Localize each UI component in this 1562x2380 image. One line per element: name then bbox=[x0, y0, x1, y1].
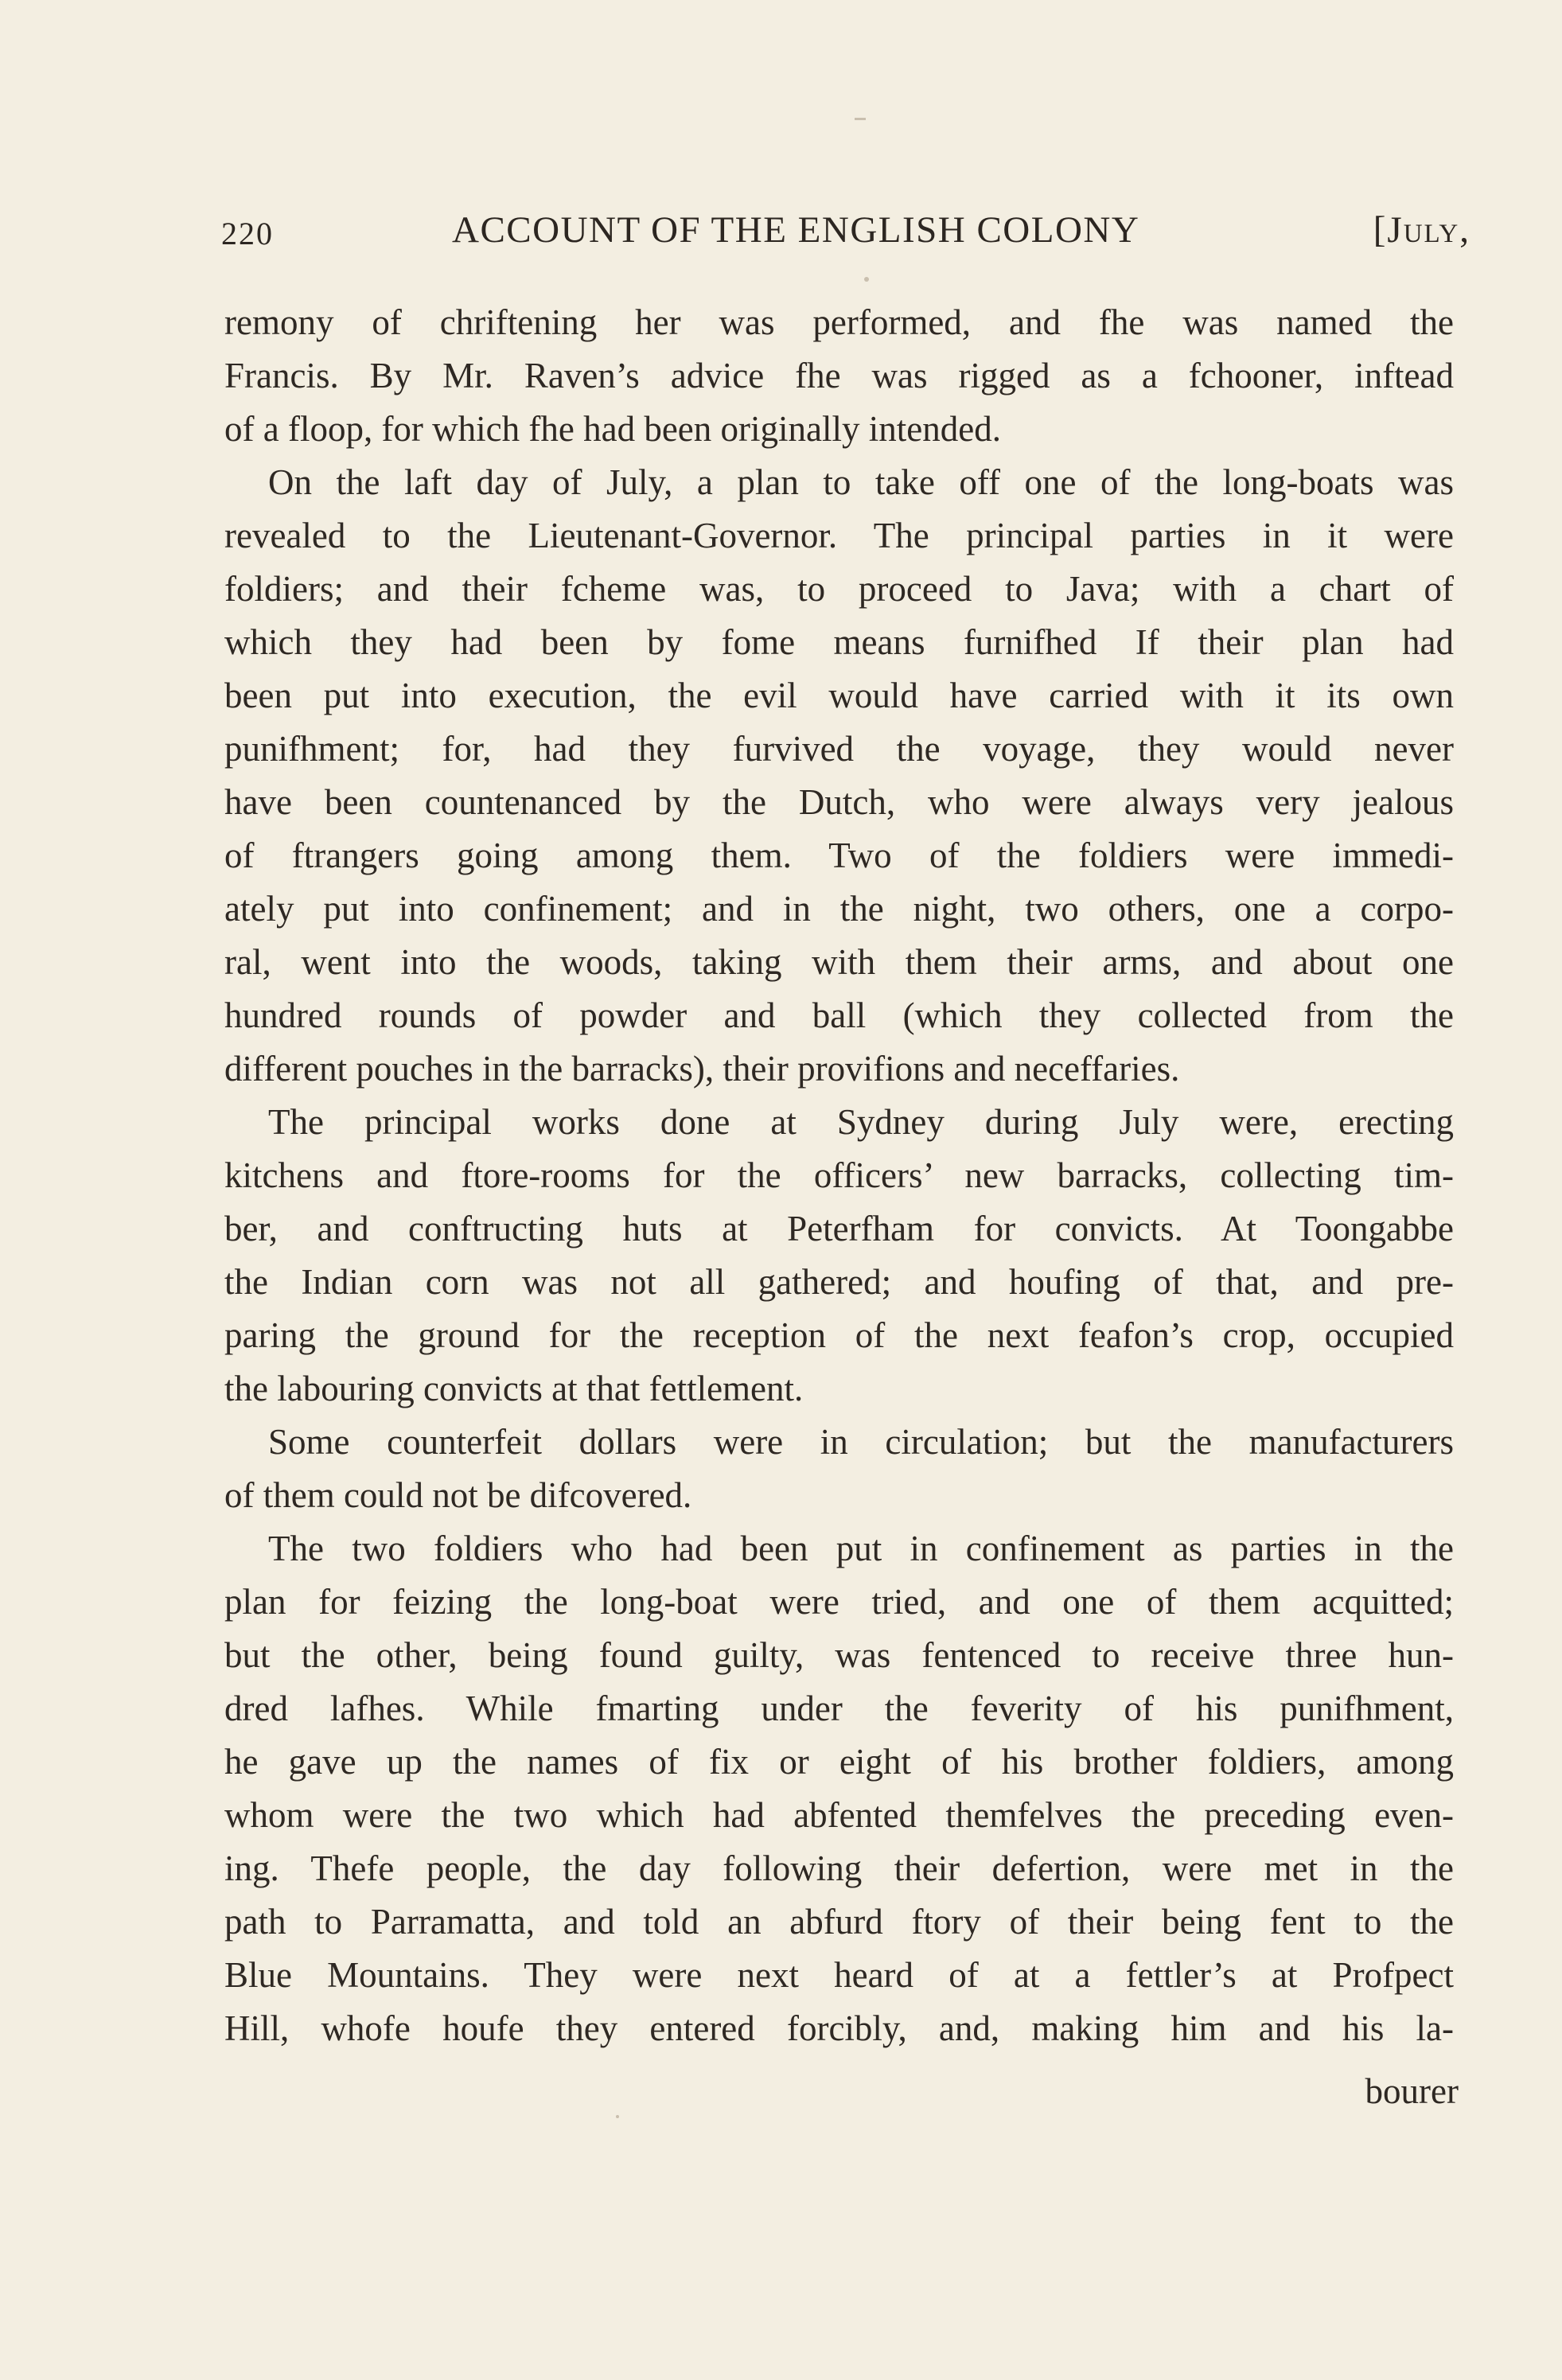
text-line: Hill, whofe houfe they entered forcibly, and, making him and his la- bbox=[224, 2008, 1454, 2048]
text-line: kitchens and ftore-rooms for the officers’ new barracks, collecting tim- bbox=[224, 1155, 1454, 1195]
text-line: path to Parramatta, and told an abfurd ftory of their being fent to the bbox=[224, 1902, 1454, 1942]
text-line: dred lafhes. While fmarting under the feverity of his punifhment, bbox=[224, 1689, 1454, 1728]
text-line: of them could not be difcovered. bbox=[224, 1475, 692, 1515]
paper-speck bbox=[616, 2115, 619, 2118]
text-line: foldiers; and their fcheme was, to proceed to Java; with a chart of bbox=[224, 569, 1454, 609]
text-line: been put into execution, the evil would have carried with it its own bbox=[224, 676, 1454, 715]
text-line: On the laft day of July, a plan to take off one of the long-boats was bbox=[268, 462, 1454, 502]
text-line: ber, and conftructing huts at Peterfham for convicts. At Toongabbe bbox=[224, 1209, 1454, 1248]
text-line: he gave up the names of fix or eight of his brother foldiers, among bbox=[224, 1742, 1454, 1782]
text-line: remony of chriftening her was performed, and fhe was named the bbox=[224, 302, 1454, 342]
body-text bbox=[224, 296, 1454, 2055]
text-line: the Indian corn was not all gathered; and houfing of that, and pre- bbox=[224, 1262, 1454, 1302]
catchword: bourer bbox=[1365, 2071, 1459, 2111]
text-line: ately put into confinement; and in the night, two others, one a corpo- bbox=[224, 889, 1454, 929]
text-line: but the other, being found guilty, was fentenced to receive three hun- bbox=[224, 1635, 1454, 1675]
text-line: of a floop, for which fhe had been originally intended. bbox=[224, 409, 1001, 449]
running-title: ACCOUNT OF THE ENGLISH COLONY bbox=[452, 209, 1140, 251]
text-line: revealed to the Lieutenant-Governor. The principal parties in it were bbox=[224, 516, 1454, 555]
text-line: of ftrangers going among them. Two of the foldiers were immedi- bbox=[224, 836, 1454, 875]
text-line: ral, went into the woods, taking with them their arms, and about one bbox=[224, 942, 1454, 982]
text-line: different pouches in the barracks), their provifions and neceffaries. bbox=[224, 1049, 1180, 1089]
text-line: plan for feizing the long-boat were tried, and one of them acquitted; bbox=[224, 1582, 1454, 1622]
text-line: hundred rounds of powder and ball (which they collected from the bbox=[224, 995, 1454, 1035]
text-line: which they had been by fome means furnifhed If their plan had bbox=[224, 622, 1454, 662]
text-line: The principal works done at Sydney during July were, erecting bbox=[268, 1102, 1454, 1142]
text-line: Francis. By Mr. Raven’s advice fhe was rigged as a fchooner, inftead bbox=[224, 356, 1454, 395]
paper-speck bbox=[864, 277, 869, 282]
text-line: Some counterfeit dollars were in circulation; but the manufacturers bbox=[268, 1422, 1454, 1462]
text-line: ing. Thefe people, the day following their defertion, were met in the bbox=[224, 1848, 1454, 1888]
text-line: whom were the two which had abfented themfelves the preceding even- bbox=[224, 1795, 1454, 1835]
paper-speck bbox=[855, 118, 866, 120]
text-line: paring the ground for the reception of the next feafon’s crop, occupied bbox=[224, 1315, 1454, 1355]
text-line: have been countenanced by the Dutch, who were always very jealous bbox=[224, 782, 1454, 822]
text-line: the labouring convicts at that fettlement. bbox=[224, 1369, 804, 1408]
text-line: Blue Mountains. They were next heard of at a fettler’s at Profpect bbox=[224, 1955, 1454, 1995]
running-month: [July, bbox=[1373, 209, 1470, 251]
text-line: punifhment; for, had they furvived the voyage, they would never bbox=[224, 729, 1454, 769]
page-number: 220 bbox=[221, 216, 274, 251]
text-line: The two foldiers who had been put in confinement as parties in the bbox=[268, 1529, 1454, 1568]
page-header bbox=[221, 208, 1470, 264]
